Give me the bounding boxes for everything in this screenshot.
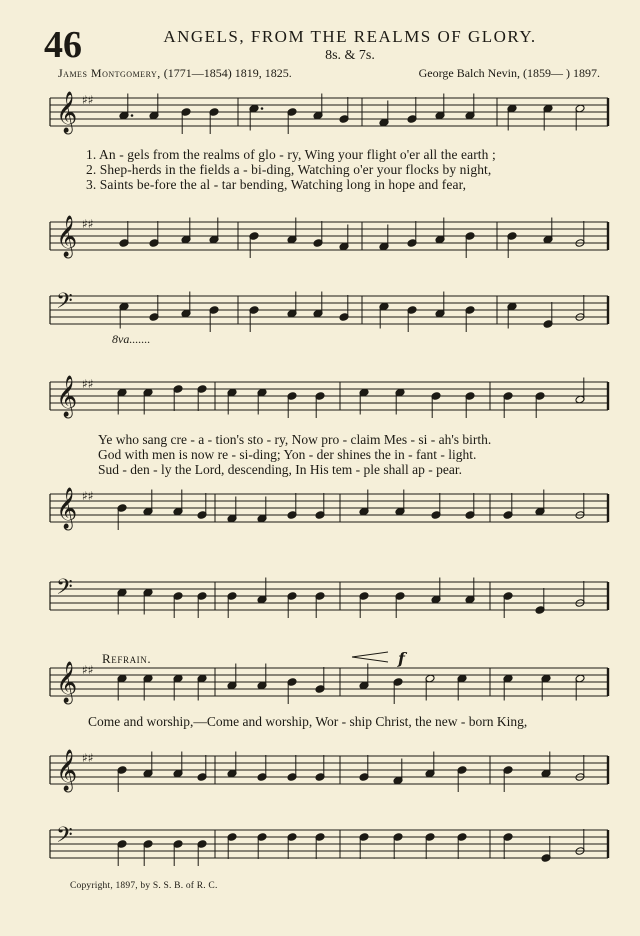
verse-2-line-2: God with men is now re - si-ding; Yon - der shines the in - fant - light.: [98, 447, 477, 462]
sharp-icon: ♯♯: [82, 217, 94, 231]
treble-clef-icon: 𝄞: [56, 92, 78, 133]
treble-clef-icon: 𝄞: [56, 216, 78, 257]
refrain-lyric: Come and worship,—Come and worship, Wor - ship Christ, the new - born King,: [88, 714, 528, 729]
crescendo-line: [352, 657, 388, 662]
sharp-icon: ♯♯: [82, 93, 94, 107]
verse-1-line-2: Ye who sang cre - a - tion's sto - ry, Now pro - claim Mes - si - ah's birth.: [98, 432, 492, 447]
refrain-label: Refrain.: [102, 651, 152, 666]
copyright-notice: Copyright, 1897, by S. S. B. of R. C.: [70, 881, 218, 891]
sharp-icon: ♯♯: [82, 751, 94, 765]
sharp-icon: ♯♯: [82, 663, 94, 677]
hymn-number: 46: [44, 24, 82, 66]
dot: [261, 107, 264, 110]
treble-clef-icon: 𝄞: [56, 488, 78, 529]
composer-credit: George Balch Nevin, (1859— ) 1897.: [418, 66, 600, 80]
hymn-meter: 8s. & 7s.: [325, 48, 375, 63]
bass-clef-icon: 𝄢: [56, 823, 73, 853]
hymn-title: ANGELS, FROM THE REALMS OF GLORY.: [163, 27, 537, 46]
bass-clef-icon: 𝄢: [56, 289, 73, 319]
treble-clef-icon: 𝄞: [56, 662, 78, 703]
dot: [131, 114, 134, 117]
verse-1-line-1: 1. An - gels from the realms of glo - ry, Wing your flight o'er all the earth ;: [86, 147, 496, 162]
verse-2-line-1: 2. Shep-herds in the fields a - bi-ding, Watching o'er your flocks by night,: [86, 162, 492, 177]
bass-clef-icon: 𝄢: [56, 575, 73, 605]
forte-marking: f: [398, 649, 405, 668]
verse-3-line-1: 3. Saints be-fore the al - tar bending, Watching long in hope and fear,: [86, 177, 467, 192]
sharp-icon: ♯♯: [82, 489, 94, 503]
ottava-marking: 8va.......: [112, 332, 151, 346]
author-dates: (1771—1854) 1819, 1825.: [163, 66, 292, 80]
crescendo-line: [352, 652, 388, 657]
verse-3-line-2: Sud - den - ly the Lord, descending, In His tem - ple shall ap - pear.: [98, 462, 463, 477]
treble-clef-icon: 𝄞: [56, 376, 78, 417]
sharp-icon: ♯♯: [82, 377, 94, 391]
author-name: James Montgomery,: [58, 66, 161, 80]
treble-clef-icon: 𝄞: [56, 750, 78, 791]
